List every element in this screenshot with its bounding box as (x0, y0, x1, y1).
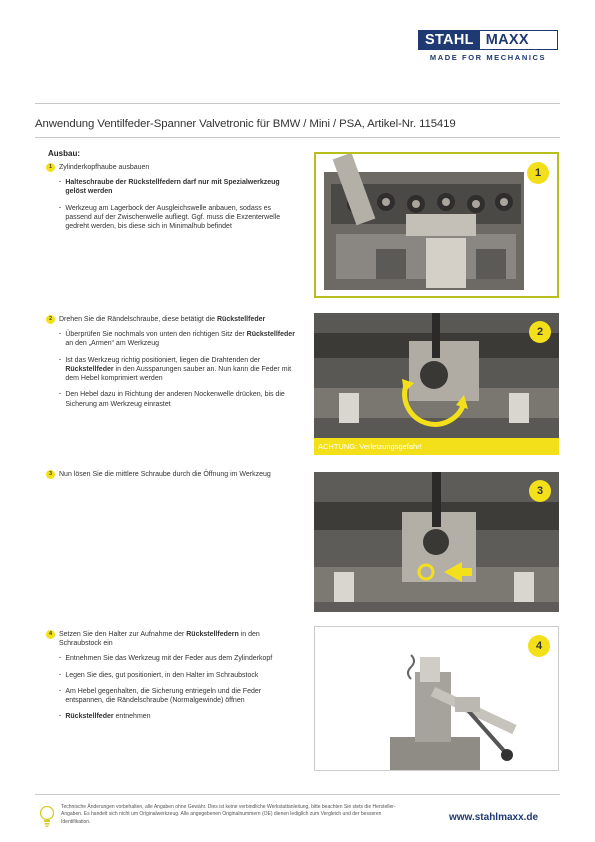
logo-tagline: MADE FOR MECHANICS (429, 53, 547, 62)
head-text: Drehen Sie die Rändelschraube, diese betätigt die (59, 316, 217, 323)
brand-logo (418, 30, 558, 62)
engine-photo-1 (316, 154, 557, 296)
header-divider (35, 103, 560, 104)
photo-number-badge: 4 (528, 635, 550, 657)
bullet-text: · Legen Sie dies, gut positioniert, in den Halter im Schraubstock (65, 671, 259, 679)
list-item (59, 204, 298, 232)
bullet-text: Überprüfen Sie nochmals von unten den richtigen Sitz der (65, 331, 247, 339)
step-1 (46, 163, 298, 238)
step-number-badge: 2 (46, 315, 55, 324)
step-2-title (59, 315, 265, 324)
step-3-head (46, 470, 298, 479)
step-number-badge: 1 (46, 163, 55, 172)
engine-photo-3 (314, 472, 559, 612)
logo-maxx: MAXX (485, 32, 529, 48)
step-number-badge: 3 (46, 470, 55, 479)
photo-number-badge: 1 (527, 162, 549, 184)
bullet-bold: Rückstellfeder (246, 331, 295, 339)
bullet-text: entnehmen (113, 713, 151, 721)
warning-banner: ACHTUNG: Verletzungsgefahr! (314, 438, 559, 455)
list-item (59, 390, 298, 408)
bullet-text: in den Aussparungen sauber an. Nun kann die Feder mit dem Hebel komprimiert werden (65, 365, 292, 383)
photo-number-badge: 3 (529, 480, 551, 502)
step-3-title: Nun lösen Sie die mittlere Schraube durch die Öffnung im Werkzeug (59, 471, 271, 478)
head-text: in den Schraubstock ein (59, 631, 260, 648)
bullet-text: Ist das Werkzeug richtig positioniert, liegen die Drahtenden der (65, 356, 261, 364)
head-bold: Rückstellfeder (217, 316, 266, 323)
bullet-text: · Am Hebel gegenhalten, die Sicherung entriegeln und die Feder entspannen, die Rändelschraube (Normalgewinde) öffnen (65, 687, 262, 705)
logo-stahl: STAHL (419, 31, 480, 49)
step-1-head (46, 163, 298, 172)
photo-number-badge: 2 (529, 321, 551, 343)
logo-box (418, 30, 558, 50)
bullet-bold: Rückstellfeder (65, 713, 114, 721)
step-4 (46, 630, 298, 729)
engine-photo-2 (314, 313, 559, 438)
bullet-bold: Rückstellfeder (65, 365, 114, 373)
bullet-bold: Halteschraube der Rückstellfedern darf nur mit Spezialwerkzeug gelöst werden (65, 179, 280, 196)
bullet-text: · Den Hebel dazu in Richtung der anderen Nockenwelle drücken, bis die Sicherung am Werkzeug einrastet (65, 391, 285, 408)
photo-4 (314, 626, 559, 771)
step-4-head (46, 630, 298, 648)
list-item (59, 687, 298, 705)
footer-divider (35, 794, 560, 795)
lightbulb-icon (38, 805, 56, 829)
page-title: Anwendung Ventilfeder-Spanner Valvetronic für BMW / Mini / PSA, Artikel-Nr. 115419 (35, 118, 456, 130)
bullet-text: · Entnehmen Sie das Werkzeug mit der Feder aus dem Zylinderkopf (65, 655, 273, 663)
step-4-title (59, 630, 298, 648)
title-divider (35, 137, 560, 138)
list-item (59, 330, 298, 348)
step-1-title: Zylinderkopfhaube ausbauen (59, 164, 150, 171)
head-bold: Rückstellfedern (186, 631, 239, 638)
step-2 (46, 315, 298, 416)
footer-disclaimer: Technische Änderungen vorbehalten, alle Angaben ohne Gewähr. Dies ist keine verbindliche Werkstattanleitung, bitte beachten Sie stets die Hersteller-Angaben. Es handelt sich nicht um Originalwerkzeug. Alle angegebenen Originalnummern (OE) dienen lediglich zum Vergleich und der besseren Identifikation. (61, 804, 396, 825)
bullet-text: · Werkzeug am Lagerbock der Ausgleichswelle anbauen, sodass es passend auf der Zwischenwelle aufliegt. Ggf. muss die Exzenterwelle gedreht werden, bis diese sich in Minimalhub befindet (65, 204, 281, 231)
section-heading: Ausbau: (48, 149, 80, 158)
step-number-badge: 4 (46, 630, 55, 639)
list-item (59, 712, 298, 721)
step-2-head (46, 315, 298, 324)
list-item (59, 671, 298, 680)
photo-1 (314, 152, 559, 298)
website-link[interactable]: www.stahlmaxx.de (449, 812, 539, 823)
list-item (59, 356, 298, 384)
bullet-text: an den „Armen“ am Werkzeug (65, 340, 159, 348)
photo-2 (314, 313, 559, 438)
list-item (59, 654, 298, 663)
photo-3 (314, 472, 559, 612)
step-3 (46, 470, 298, 485)
head-text: Setzen Sie den Halter zur Aufnahme der (59, 631, 187, 638)
vise-photo-4 (315, 627, 558, 770)
list-item (59, 178, 298, 196)
